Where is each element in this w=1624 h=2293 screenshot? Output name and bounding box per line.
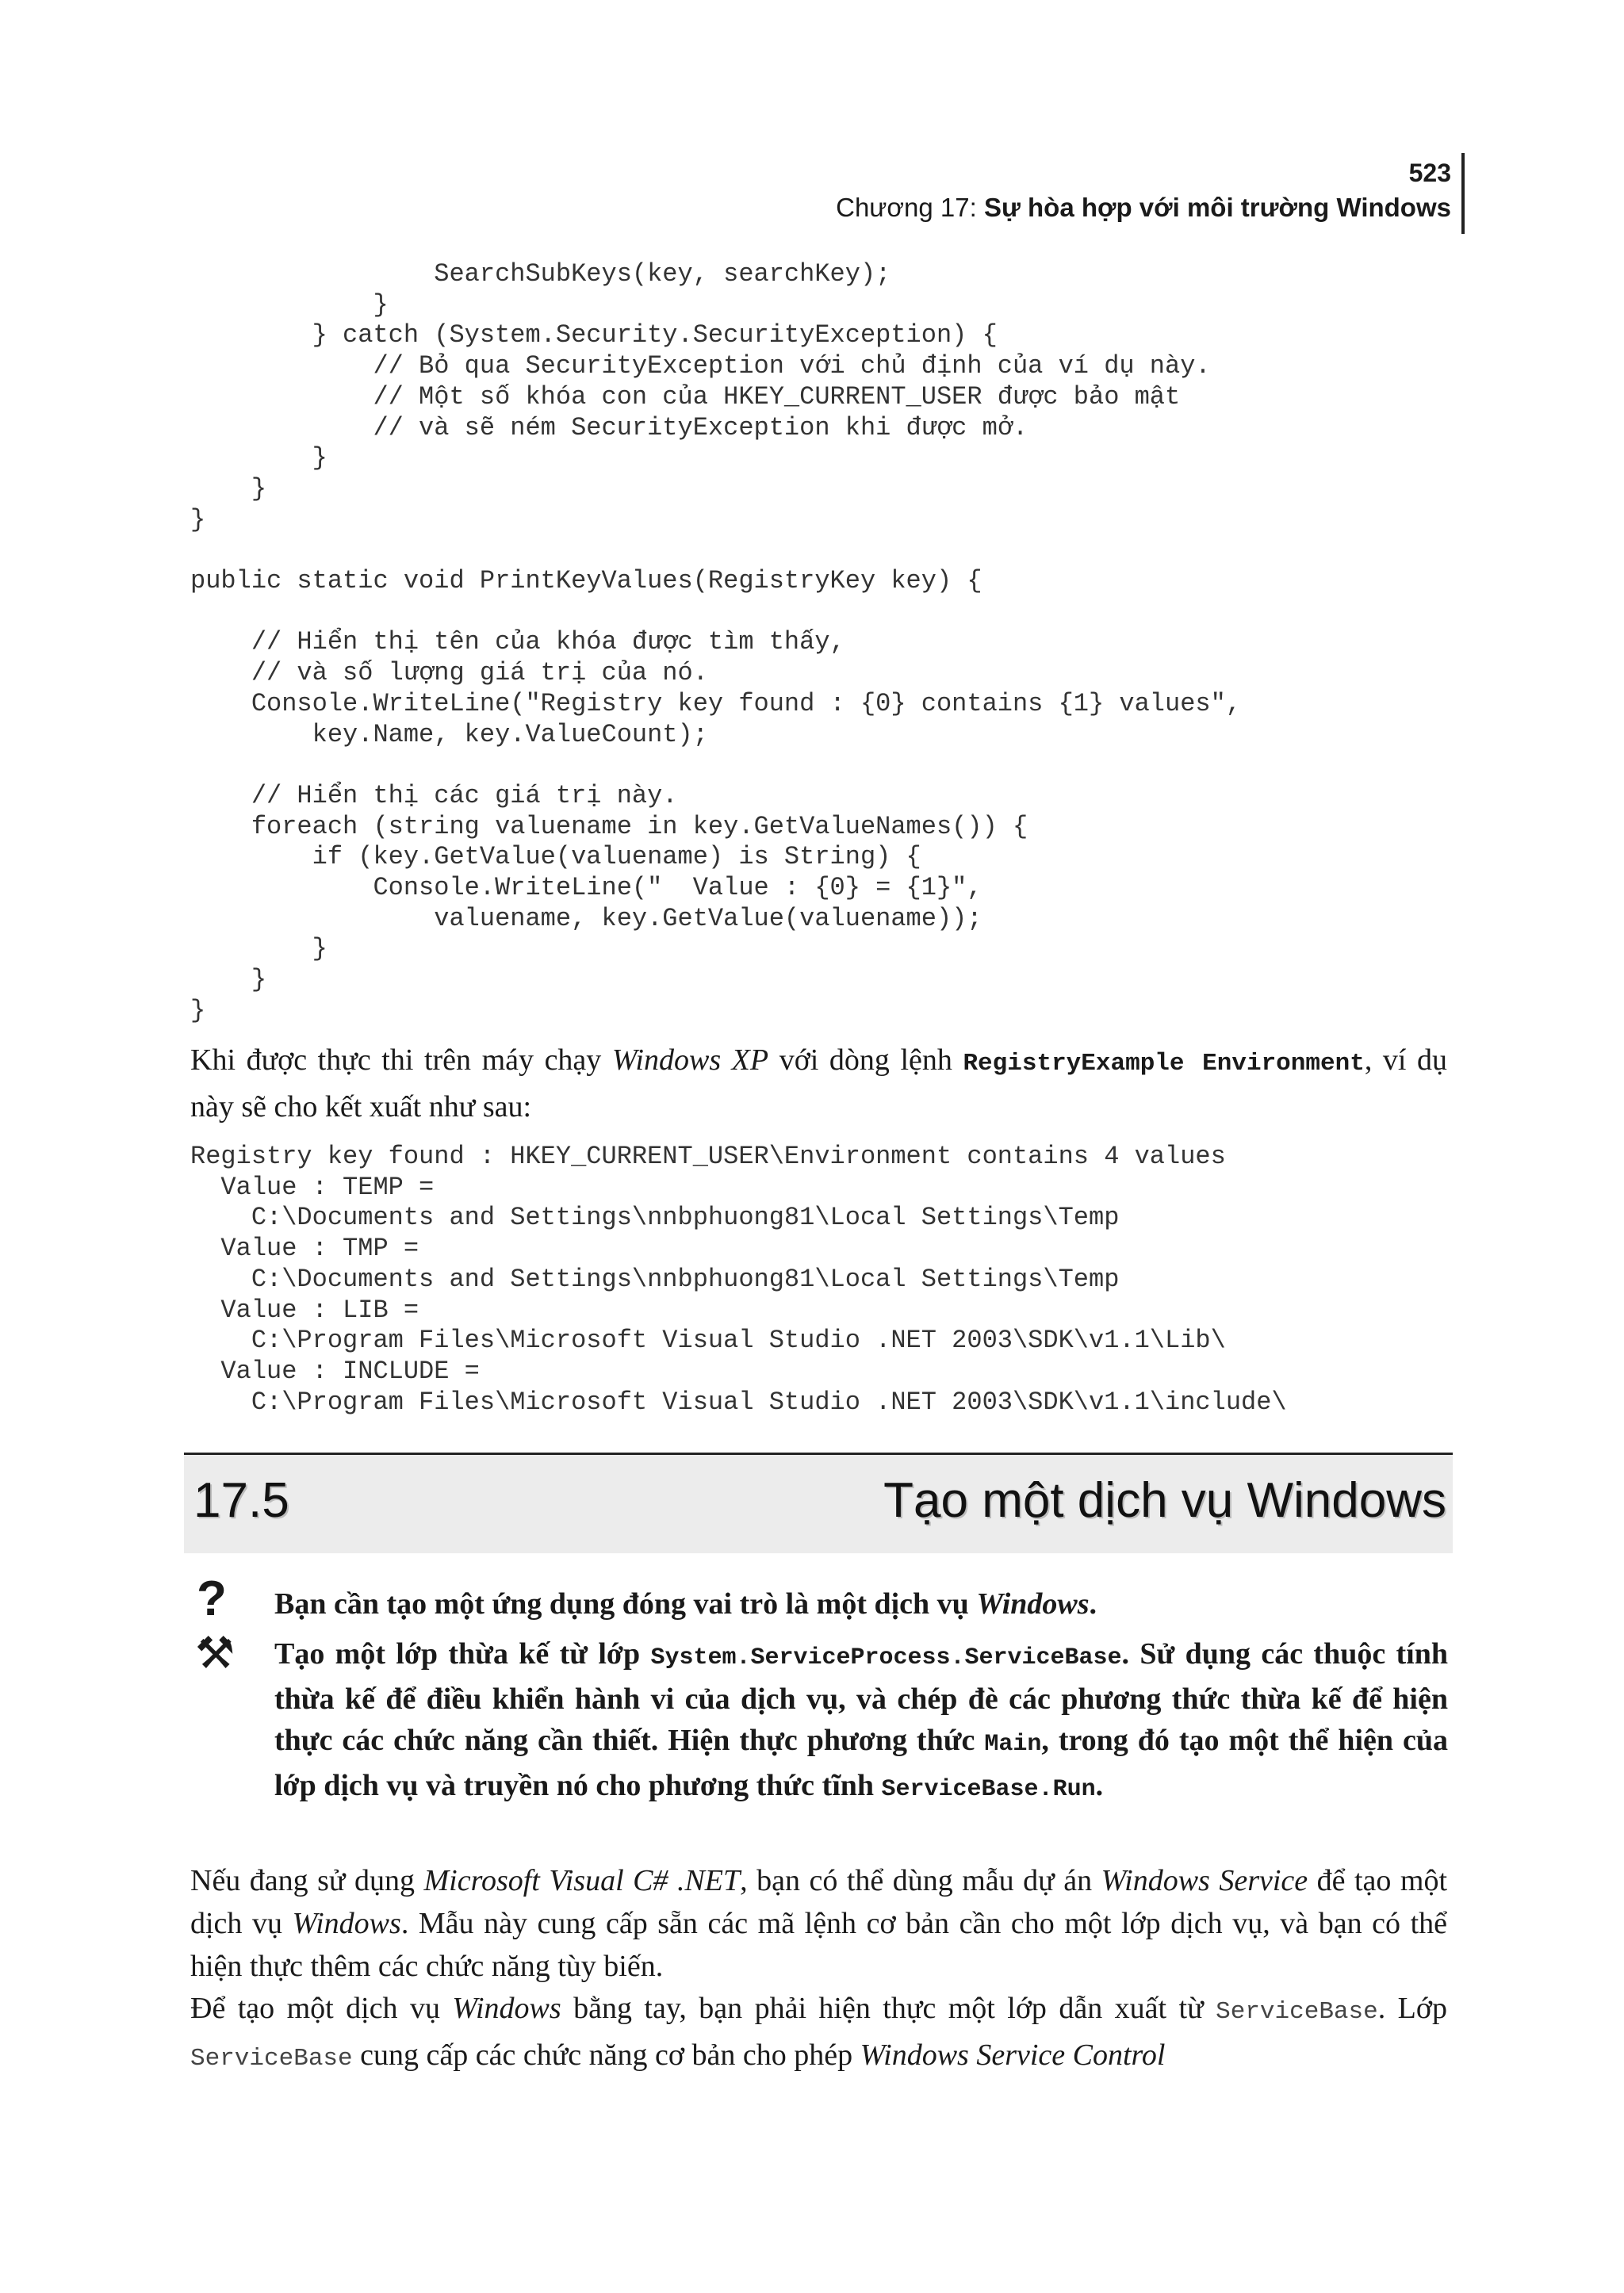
section-title: Tạo một dịch vụ Windows <box>883 1473 1446 1528</box>
intro-paragraph: Khi được thực thi trên máy chạy Windows XP với dòng lệnh RegistryExample Environment, ví dụ này sẽ cho kết xuất như sau: <box>190 1043 1447 1124</box>
body-paragraph-2: Để tạo một dịch vụ Windows bằng tay, bạn phải hiện thực một lớp dẫn xuất từ ServiceBase. Lớp ServiceBase cung cấp các chức năng cơ bản cho phép Windows Service Control <box>190 1992 1447 2073</box>
question-icon: ? <box>197 1571 227 1626</box>
page-number: 523 <box>1408 159 1451 187</box>
page-header <box>836 155 1451 225</box>
section-heading <box>184 1453 1453 1553</box>
problem-statement: Bạn cần tạo một ứng dụng đóng vai trò là một dịch vụ Windows. <box>274 1587 1097 1621</box>
chapter-title: Chương 17: Sự hòa hợp với môi trường Windows <box>836 193 1451 222</box>
header-rule <box>1461 153 1465 234</box>
body-paragraph-1: Nếu đang sử dụng Microsoft Visual C# .NET, bạn có thể dùng mẫu dự án Windows Service để tạo một dịch vụ Windows. Mẫu này cung cấp sẵn các mã lệnh cơ bản cần cho một lớp dịch vụ, và bạn có thể hiện thực thêm các chức năng tùy biến. <box>190 1864 1448 1983</box>
console-output-listing: Registry key found : HKEY_CURRENT_USER\Environment contains 4 values Value : TEMP = C:\Documents and Settings\nnbphuong81\Local Settings\Temp Value : TMP = C:\Documents and Settings\nnbphuong81\Local Settings\Temp Value : LIB = C:\Program Files\Microsoft Visual Studio .NET 2003\SDK\v1.1\Lib\ Value : INCLUDE = C:\Program Files\Microsoft Visual Studio .NET 2003\SDK\v1.1\include\ <box>190 1142 1287 1417</box>
code-listing: SearchSubKeys(key, searchKey); } } catch (System.Security.SecurityException) { // Bỏ qua SecurityException với chủ định của ví dụ này. // Một số khóa con của HKEY_CURRENT_USER được bảo mật // và sẽ ném SecurityException khi được mở. } } } public static void PrintKeyValues(RegistryKey key) { // Hiển thị tên của khóa được tìm thấy, // và số lượng giá trị của nó. Console.WriteLine("Registry key found : {0} contains {1} values", key.Name, key.ValueCount); // Hiển thị các giá trị này. foreach (string valuename in key.GetValueNames()) { if (key.GetValue(valuename) is String) { Console.WriteLine(" Value : {0} = {1}", valuename, key.GetValue(valuename)); } } } <box>190 259 1242 1025</box>
section-number: 17.5 <box>193 1473 289 1528</box>
solution-statement: Tạo một lớp thừa kế từ lớp System.ServiceProcess.ServiceBase. Sử dụng các thuộc tính thừa kế để điều khiển hành vi của dịch vụ, và chép đè các phương thức thừa kế để hiện thực các chức năng cần thiết. Hiện thực phương thức Main, trong đó tạo một thể hiện của lớp dịch vụ và truyền nó cho phương thức tĩnh ServiceBase.Run. <box>274 1637 1449 1803</box>
tools-icon: ⚒ <box>195 1628 236 1679</box>
